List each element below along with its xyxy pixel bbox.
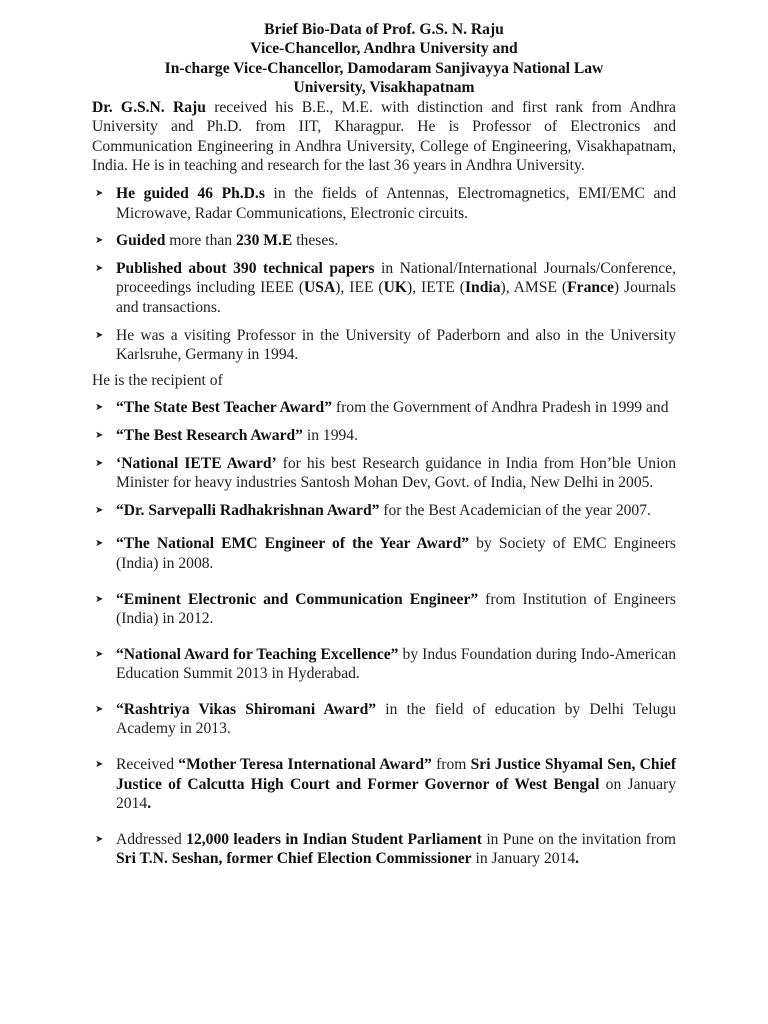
item-text: from the Government of Andhra Pradesh in 1999 and: [332, 399, 669, 417]
list-item: [92, 426, 676, 446]
award-name: “Mother Teresa International Award”: [178, 756, 432, 774]
award-name: “Eminent Electronic and Communication Engineer”: [116, 590, 479, 608]
bold-text: Guided: [116, 232, 166, 250]
bold-text: Sri Justice Shyamal Sen, Chief Justice of Calcutta High Court and Former Governor of West Bengal: [116, 756, 677, 793]
designation-line-2: In-charge Vice-Chancellor, Damodaram Sanjivayya National Law: [164, 59, 604, 77]
list-item: [92, 830, 676, 869]
award-name: “The Best Research Award”: [116, 426, 303, 444]
award-name: “Dr. Sarvepalli Radhakrishnan Award”: [116, 501, 380, 519]
list-item: [92, 534, 676, 573]
list-item: [92, 398, 676, 418]
item-text: for his best Research guidance in India from Hon’ble Union Minister for heavy industries Santosh Mohan Dev, Govt. of India, New Delhi in 2005.: [116, 454, 676, 492]
arrowhead-bullet-icon: ➤: [95, 538, 104, 550]
bold-text: Sri T.N. Seshan, former Chief Election Commissioner: [116, 850, 472, 868]
list-item: [92, 590, 676, 629]
award-name: “Rashtriya Vikas Shiromani Award”: [116, 700, 377, 718]
bold-text: USA: [304, 279, 336, 297]
item-text: in National/International Journals/Conference, proceedings including IEEE (: [116, 259, 676, 297]
bold-text: .: [575, 850, 580, 868]
awards-list: [92, 398, 676, 869]
item-text: in 1994.: [302, 426, 358, 444]
item-text: more than: [165, 232, 236, 250]
arrowhead-bullet-icon: ➤: [95, 188, 104, 199]
document-header: [92, 20, 676, 98]
list-item: [92, 184, 676, 223]
arrowhead-bullet-icon: ➤: [95, 703, 104, 715]
item-text: ) Journals and transactions.: [116, 279, 676, 316]
arrowhead-bullet-icon: ➤: [95, 504, 104, 516]
list-item: [92, 454, 676, 493]
item-text: Addressed: [116, 830, 187, 848]
item-text: theses.: [292, 232, 339, 250]
arrowhead-bullet-icon: ➤: [95, 759, 104, 771]
item-text: He was a visiting Professor in the University of Paderborn and also in the University Karlsruhe, Germany in 1994.: [116, 326, 676, 364]
award-name: “National Award for Teaching Excellence”: [116, 645, 399, 663]
item-text: ), IEE (: [335, 279, 384, 297]
list-item: [92, 645, 676, 684]
arrowhead-bullet-icon: ➤: [95, 235, 104, 247]
item-text: ), IETE (: [407, 279, 465, 297]
designation-line-3: University, Visakhapatnam: [293, 79, 475, 97]
bold-text: UK: [383, 279, 408, 297]
bold-text: .: [147, 795, 152, 813]
recipient-intro: He is the recipient of: [92, 371, 223, 389]
bold-text: India: [464, 279, 501, 297]
bold-text: 12,000 leaders in Indian Student Parliament: [186, 830, 482, 848]
title-line: Brief Bio-Data of Prof. G.S. N. Raju: [264, 21, 504, 38]
achievements-list: [92, 184, 676, 365]
arrowhead-bullet-icon: ➤: [95, 262, 104, 274]
item-text: on January 2014: [116, 775, 676, 813]
arrowhead-bullet-icon: ➤: [95, 457, 104, 469]
list-item: [92, 755, 676, 814]
arrowhead-bullet-icon: ➤: [95, 593, 104, 605]
designation-line: Vice-Chancellor, Andhra University and: [250, 40, 518, 58]
item-text: from: [431, 756, 471, 774]
item-text: by Indus Foundation during Indo-American Education Summit 2013 in Hyderabad.: [116, 645, 676, 683]
arrowhead-bullet-icon: ➤: [95, 329, 104, 341]
list-item: [92, 259, 676, 318]
item-text: Received: [116, 756, 179, 774]
bold-text: 230 M.E: [236, 232, 293, 250]
list-item: [92, 501, 676, 521]
list-item: [92, 700, 676, 739]
bold-text: France: [567, 279, 614, 297]
item-text: by Society of EMC Engineers (India) in 2008.: [116, 535, 676, 572]
item-text: in January 2014: [471, 850, 576, 868]
list-item: [92, 231, 676, 251]
item-text: in the field of education by Delhi Telugu Academy in 2013.: [116, 700, 676, 738]
item-text: from Institution of Engineers (India) in 2012.: [116, 590, 676, 628]
award-name: ‘National IETE Award’: [116, 454, 277, 472]
item-text: for the Best Academician of the year 2007.: [379, 501, 651, 519]
item-text: ), AMSE (: [500, 279, 568, 297]
award-name: “The State Best Teacher Award”: [116, 399, 332, 417]
arrowhead-bullet-icon: ➤: [95, 429, 104, 441]
bold-text: He guided 46 Ph.D.s: [116, 185, 265, 202]
arrowhead-bullet-icon: ➤: [95, 648, 104, 660]
item-text: in Pune on the invitation from: [482, 830, 676, 848]
award-name: “The National EMC Engineer of the Year Award”: [116, 535, 470, 553]
item-text: in the fields of Antennas, Electromagnetics, EMI/EMC and Microwave, Radar Communications, Electronic circuits.: [116, 185, 676, 222]
intro-text: received his B.E., M.E. with distinction and first rank from Andhra University and Ph.D. from IIT, Kharagpur. He is Professor of Electronics and Communication Engineering in Andhra University, College of Engineering, Visakhapatnam, India. He is in teaching and research for the last 36 years in Andhra University.: [92, 98, 676, 175]
person-name: Dr. G.S.N. Raju: [92, 98, 206, 116]
list-item: [92, 326, 676, 365]
arrowhead-bullet-icon: ➤: [95, 833, 104, 845]
bold-text: Published about 390 technical papers: [116, 259, 375, 277]
intro-paragraph: [92, 98, 676, 176]
arrowhead-bullet-icon: ➤: [95, 402, 104, 414]
